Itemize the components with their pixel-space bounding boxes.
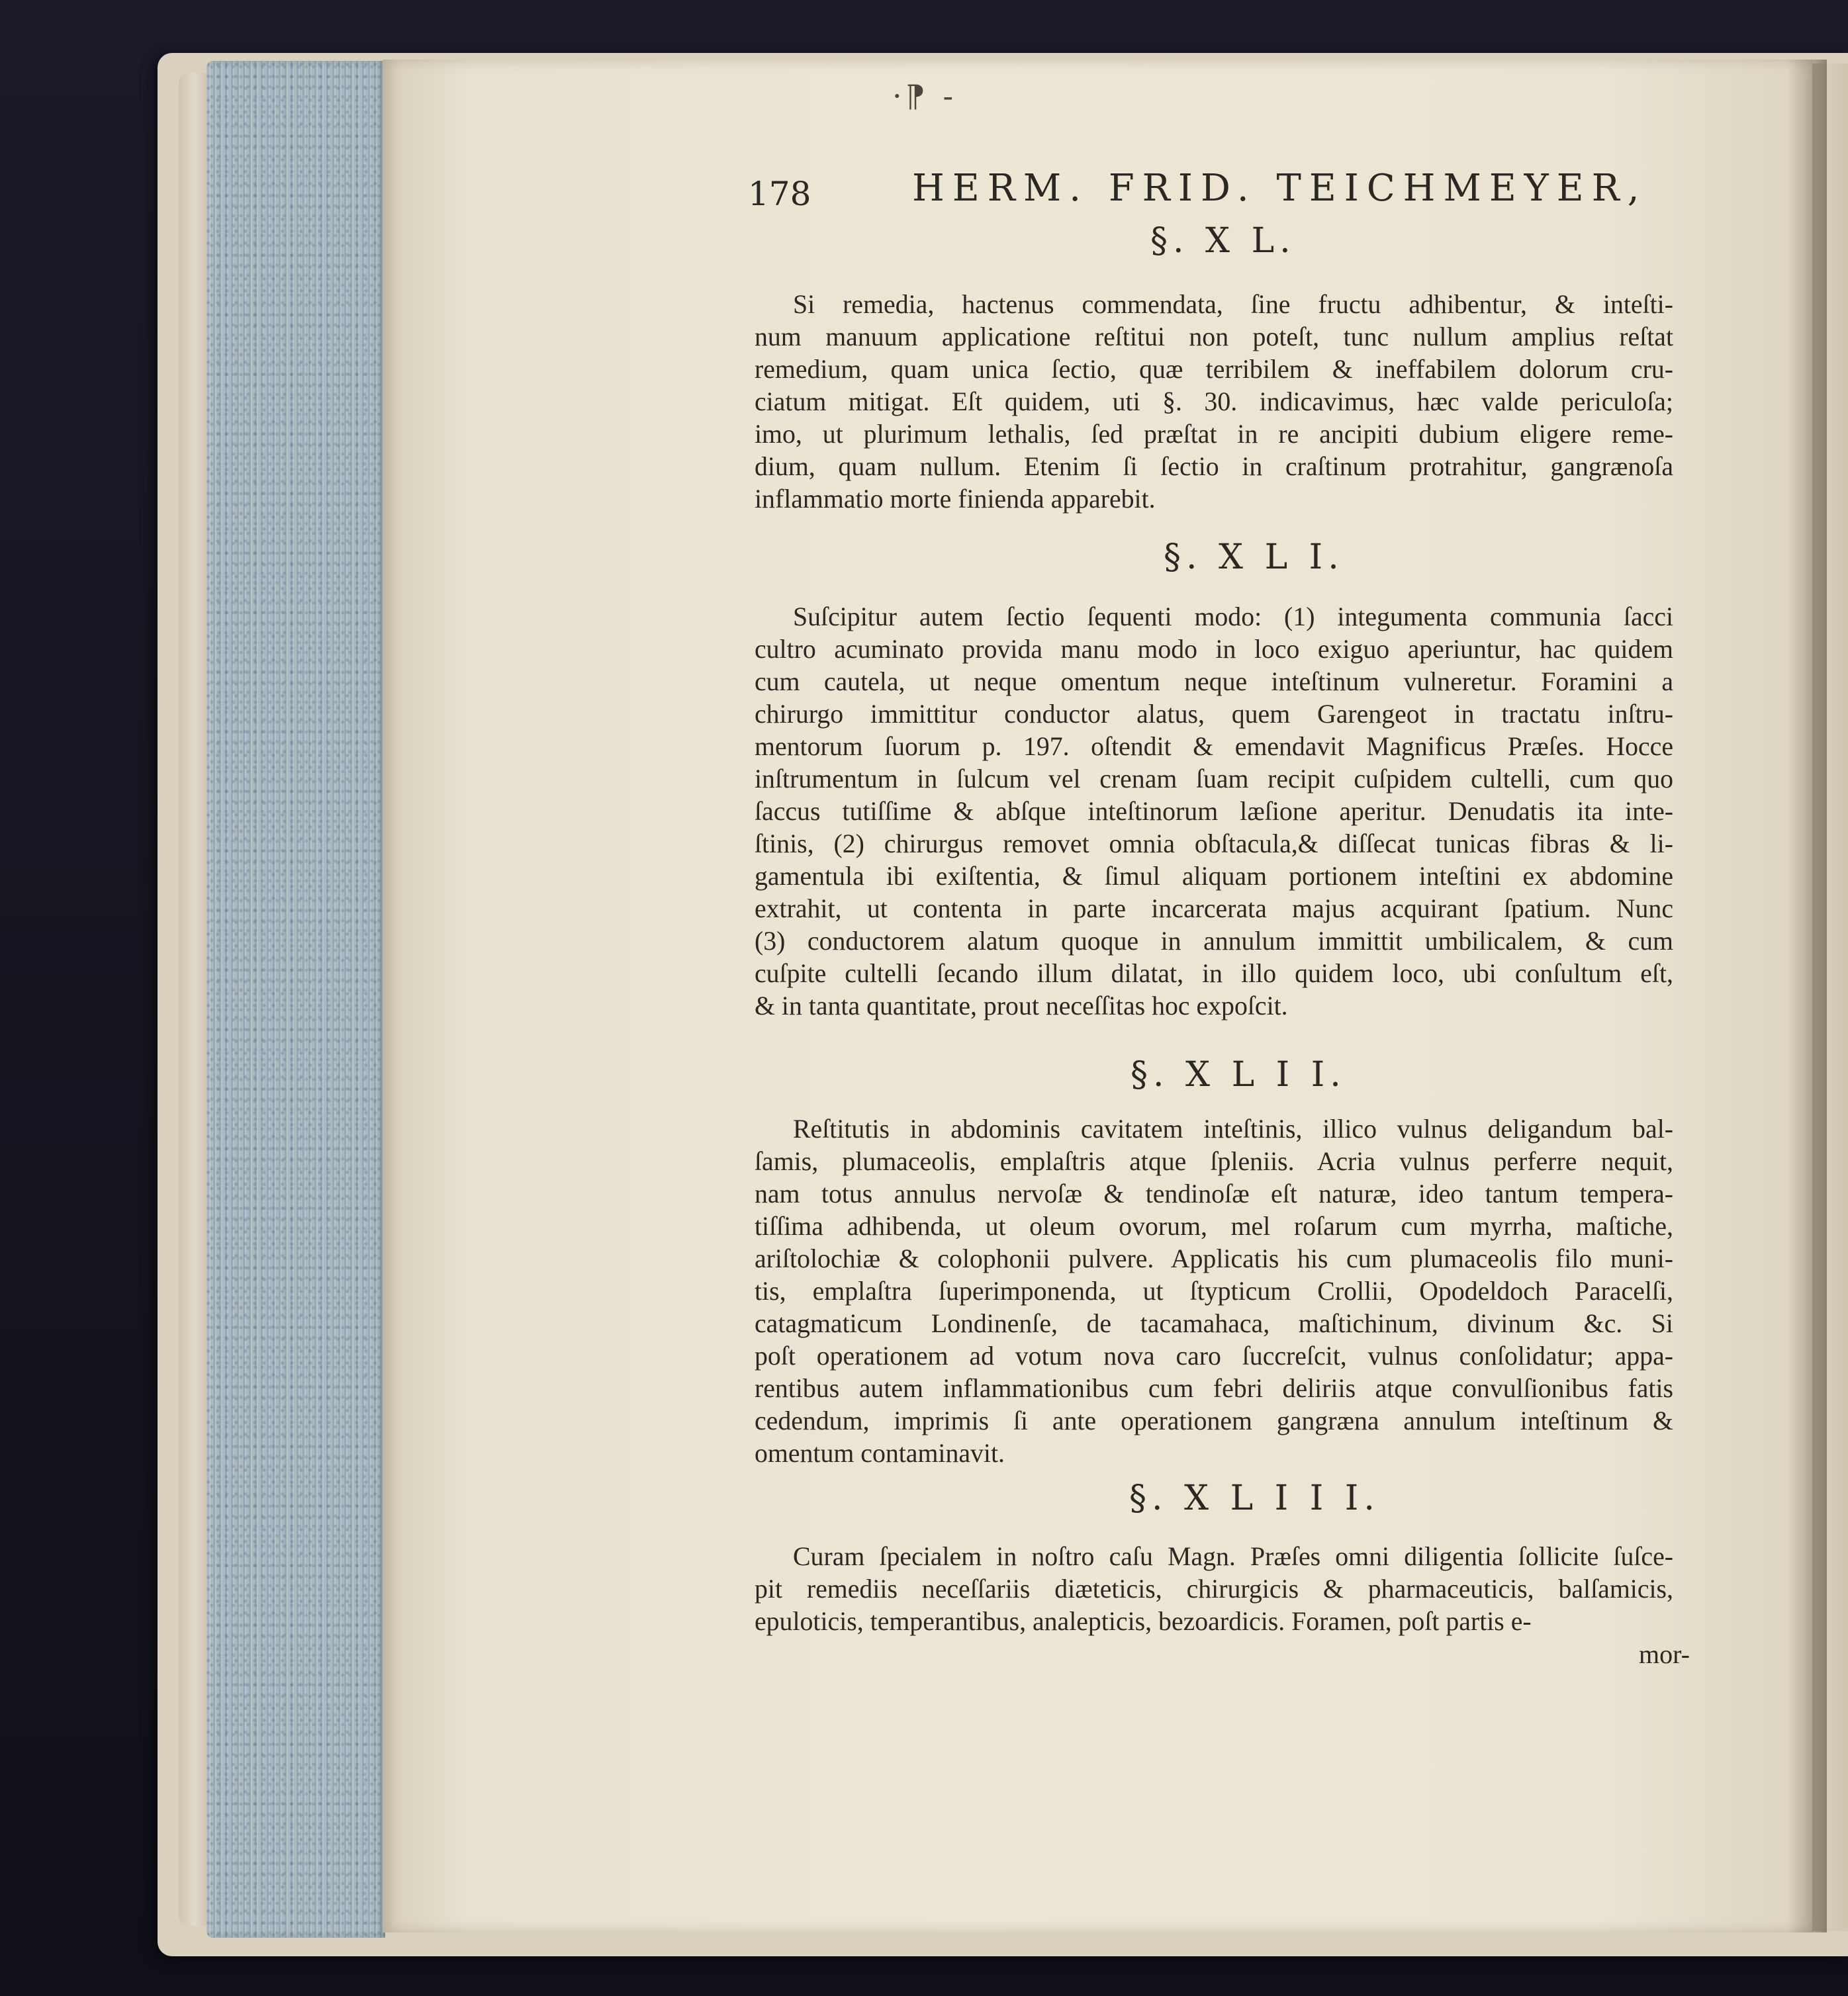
text-line: ſaccus tutiſſime & abſque inteſtinorum læſione aperitur. Denudatis ita inte- — [755, 797, 1673, 826]
text-line: num manuum applicatione reſtitui non poteſt, tunc nullum amplius reſtat — [755, 322, 1673, 351]
text-line: mentorum ſuorum p. 197. oſtendit & emendavit Magnificus Præſes. Hocce — [755, 732, 1673, 761]
text-line: nam totus annulus nervoſæ & tendinoſæ eſt naturæ, ideo tantum tempera- — [755, 1179, 1673, 1208]
paragraph-xlii — [755, 1113, 1673, 1470]
page-number: 178 — [748, 175, 811, 213]
text-line: (3) conductorem alatum quoque in annulum immittit umbilicalem, & cum — [755, 927, 1673, 956]
text-line: Si remedia, hactenus commendata, ſine fructu adhibentur, & inteſti- — [793, 290, 1673, 319]
text-line: Reſtitutis in abdominis cavitatem inteſtinis, illico vulnus deligandum bal- — [793, 1114, 1673, 1144]
head-ornament: ·⁋ - — [892, 78, 958, 114]
text-line: chirurgo immittitur conductor alatus, quem Garengeot in tractatu inſtru- — [755, 700, 1673, 729]
text-line: tiſſima adhibenda, ut oleum ovorum, mel roſarum cum myrrha, maſtiche, — [755, 1212, 1673, 1241]
section-heading-xliii: §. X L I I I. — [1129, 1478, 1380, 1518]
text-line: Curam ſpecialem in noſtro caſu Magn. Præſes omni diligentia ſollicite ſuſce- — [793, 1542, 1673, 1571]
text-line: inflammatio morte finienda apparebit. — [755, 484, 1156, 514]
text-line: cum cautela, ut neque omentum neque inteſtinum vulneretur. Foramini a — [755, 667, 1673, 696]
text-line: cuſpite cultelli ſecando illum dilatat, in illo quidem loco, ubi conſultum eſt, — [755, 959, 1673, 988]
text-line: poſt operationem ad votum nova caro ſuccreſcit, vulnus conſolidatur; appa- — [755, 1341, 1673, 1371]
text-line: imo, ut plurimum lethalis, ſed præſtat in re ancipiti dubium eligere reme- — [755, 420, 1673, 449]
text-line: ſtinis, (2) chirurgus removet omnia obſtacula,& diſſecat tunicas fibras & li- — [755, 829, 1673, 858]
text-line: catagmaticum Londinenſe, de tacamahaca, maſtichinum, divinum &c. Si — [755, 1309, 1673, 1338]
text-line: ciatum mitigat. Eſt quidem, uti §. 30. indicavimus, hæc valde periculoſa; — [755, 387, 1673, 416]
text-line: ariſtolochiæ & colophonii pulvere. Applicatis his cum plumaceolis filo muni- — [755, 1244, 1673, 1273]
section-heading-xli: §. X L I. — [1164, 537, 1344, 577]
gutter-shadow — [1787, 60, 1827, 1932]
paragraph-xli — [755, 601, 1673, 1022]
text-line: cultro acuminato provida manu modo in loco exiguo aperiuntur, hac quidem — [755, 635, 1673, 664]
cover-edge — [179, 73, 210, 1926]
section-heading-xlii: §. X L I I. — [1131, 1055, 1346, 1095]
text-line: gamentula ibi exiſtentia, & ſimul aliquam portionem inteſtini ex abdomine — [755, 862, 1673, 891]
text-line: remedium, quam unica ſectio, quæ terribilem & ineffabilem dolorum cru- — [755, 355, 1673, 384]
text-line: epuloticis, temperantibus, analepticis, bezoardicis. Foramen, poſt partis e- — [755, 1607, 1532, 1636]
text-line: cedendum, imprimis ſi ante operationem gangræna annulum inteſtinum & — [755, 1406, 1673, 1435]
running-head: HERM. FRID. TEICHMEYER, — [912, 167, 1647, 210]
page-edges-speckle-texture — [207, 61, 385, 1938]
text-line: omentum contaminavit. — [755, 1439, 1005, 1468]
catchword: mor- — [1639, 1639, 1690, 1669]
paragraph-xl — [755, 289, 1673, 516]
text-line: & in tanta quantitate, prout neceſſitas hoc expoſcit. — [755, 991, 1288, 1021]
text-line: ſamis, plumaceolis, emplaſtris atque ſpleniis. Acria vulnus perferre nequit, — [755, 1147, 1673, 1176]
paragraph-xliii — [755, 1541, 1673, 1638]
text-line: dium, quam nullum. Etenim ſi ſectio in craſtinum protrahitur, gangrænoſa — [755, 452, 1673, 481]
text-line: Suſcipitur autem ſectio ſequenti modo: (1) integumenta communia ſacci — [793, 602, 1673, 631]
text-line: pit remediis neceſſariis diæteticis, chirurgicis & pharmaceuticis, balſamicis, — [755, 1574, 1673, 1604]
text-line: inſtrumentum in ſulcum vel crenam ſuam recipit cuſpidem cultelli, cum quo — [755, 764, 1673, 794]
text-line: tis, emplaſtra ſuperimponenda, ut ſtypticum Crollii, Opodeldoch Paracelſi, — [755, 1277, 1673, 1306]
text-line: extrahit, ut contenta in parte incarcerata majus acquirant ſpatium. Nunc — [755, 894, 1673, 923]
text-line: rentibus autem inflammationibus cum febri deliriis atque convulſionibus fatis — [755, 1374, 1673, 1403]
section-heading-xl: §. X L. — [1150, 221, 1296, 261]
